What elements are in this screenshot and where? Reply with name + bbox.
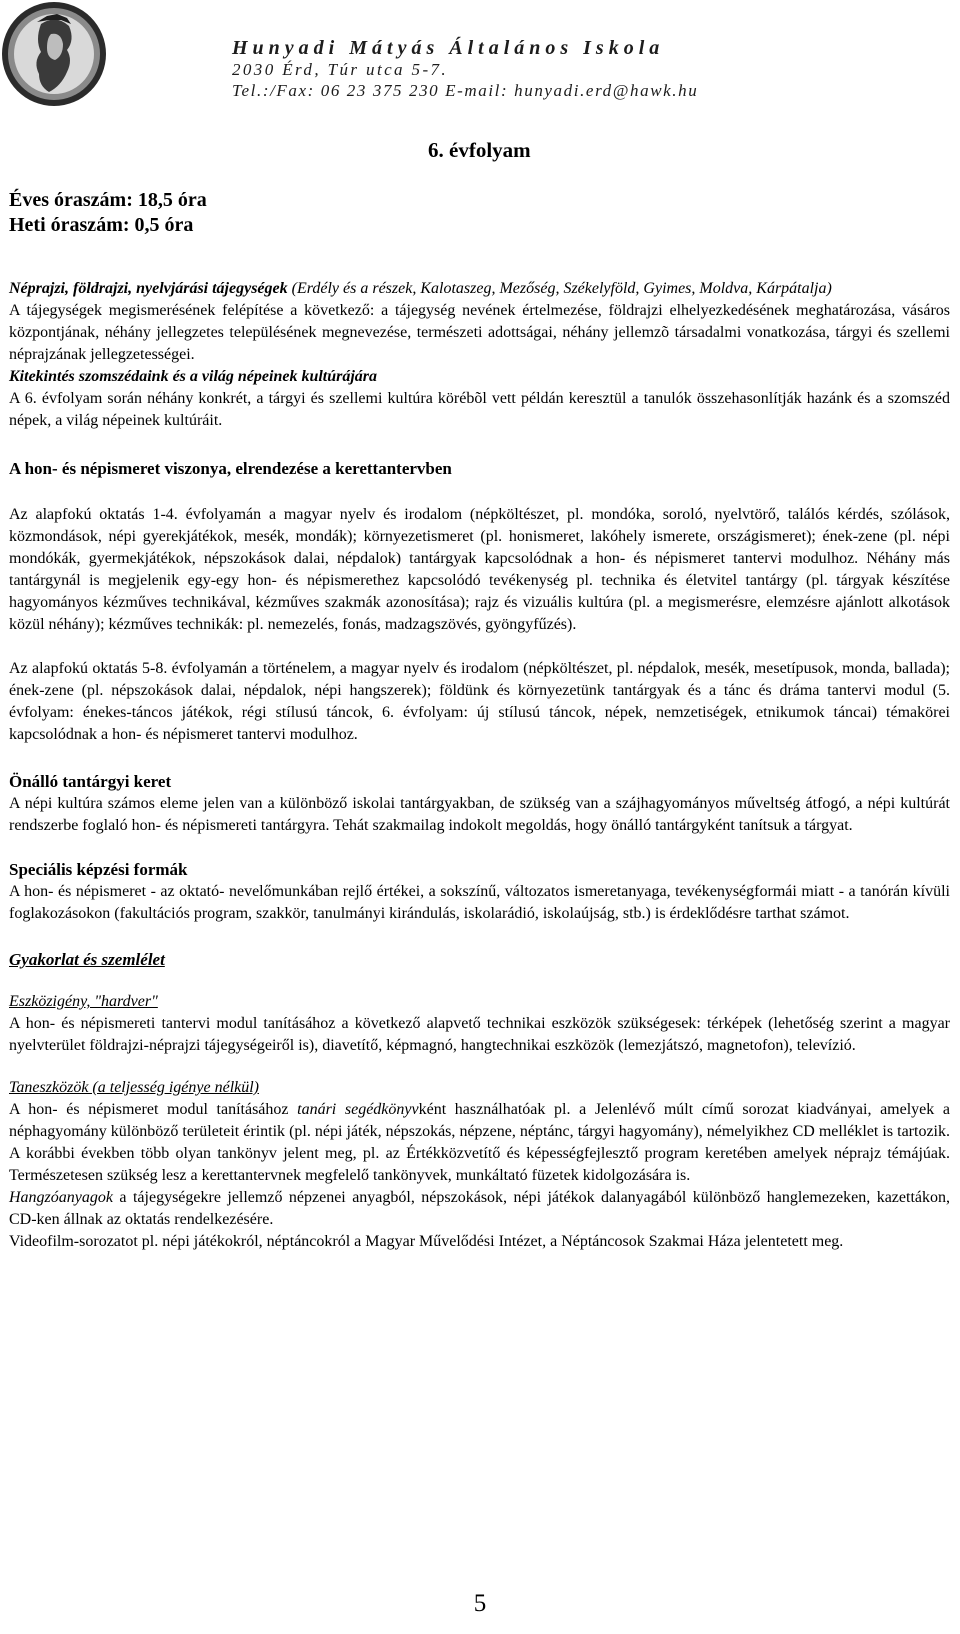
section-3-para-1: Az alapfokú oktatás 1-4. évfolyamán a magyar nyelv és irodalom (népköltészet, pl. mondóka, soroló, nyelvtörő, találós kérdés, szólások, közmondások, népi gyerekjátékok, mesék, mondák); környezetismeret (pl. honismeret, lakóhely ismerete, országismeret); ének-zene (pl. népi mondókák, gyermekjátékok, népszokások dalai, népdalok) tantárgyak kapcsolódnak a hon- és népismeret tantervi modulhoz. Néhány más tantárgynál is megjelenik egy-egy hon- és népismerethez kapcsolódó tevékenység pl. technika és életvitel tantárgy (pl. tárgyak készítése hagyományos kézműves technikával, kézműves szakmák azonosítása); rajz és vizuális kultúra (pl. a megismerésre, elemzésre ajánlott alkotások közül néhány); kézműves technikák: pl. nemezelés, fonás, madzagszövés, gyöngyfűzés). (9, 506, 950, 633)
school-header (232, 37, 952, 101)
section-1-heading-regions: (Erdély és a részek, Kalotaszeg, Mezőség, Székelyföld, Gyimes, Moldva, Kárpátalja) (287, 280, 832, 297)
section-6-sub-1-body: A hon- és népismereti tantervi modul tanításához a következő alapvető technikai eszközök szükségesek: térképek (lehetőség szerint a magyar nyelvterület földrajzi-néprajzi tájegységeiről is), diavetítő, képmagnó, hangtechnikai eszközök (lemezjátszó, magnetofon), televízió. (9, 1015, 950, 1054)
section-5-body: A hon- és népismeret - az oktató- nevelőmunkában rejlő értékei, a sokszínű, változatos ismeretanyaga, tevékenységformái miatt - a tanórán kívüli foglakozásokon (fakultációs program, szakkör, tanulmányi kirándulás, iskolarádió, iskolaújság, stb.) is érdeklődésre tarthat számot. (9, 883, 950, 922)
section-6-heading: Gyakorlat és szemlélet (9, 950, 165, 969)
hours-block (9, 188, 207, 238)
school-name: Hunyadi Mátyás Általános Iskola (232, 37, 665, 59)
section-5-heading: Speciális képzési formák (9, 860, 188, 879)
section-4-body: A népi kultúra számos eleme jelen van a különböző iskolai tantárgyakban, de szükség van a szájhagyományos műveltség átfogó, a népi kultúrát rendszerbe foglaló hon- és népismereti tantárgyra. Tehát szakmailag indokolt megoldás, hogy önálló tantárgyként tanítsuk a tárgyat. (9, 795, 950, 834)
section-6-audio-label: Hangzóanyagok (9, 1189, 113, 1206)
section-2-heading: Kitekintés szomszédaink és a világ népeinek kultúrájára (9, 368, 378, 385)
section-4-heading: Önálló tantárgyi keret (9, 772, 172, 791)
section-6-audio-body: a tájegységekre jellemző népzenei anyagból, népszokások, népi játékok dalanyagából különböző hanglemezeken, kazettákon, CD-ken állnak az oktatás rendelkezésére. (9, 1189, 950, 1228)
seal-portrait-icon (1, 0, 108, 108)
section-3-para-2: Az alapfokú oktatás 5-8. évfolyamán a történelem, a magyar nyelv és irodalom (népköltészet, pl. népdalok, mesék, mesetípusok, monda, ballada); ének-zene (pl. népszokások dalai, népdalok, népi hangszerek); földünk és környezetünk tantárgyak és a tánc és dráma tantervi modul (5. évfolyam: énekes-táncos játékok, régi stílusú táncok, 6. évfolyam: új stílusú táncok, népek, nemzetiségek, etnikumok táncai) témakörei kapcsolódnak a hon- és népismeret tantervi modulhoz. (9, 660, 950, 743)
section-6-sub-2: Taneszközök (a teljesség igénye nélkül) (9, 1079, 260, 1096)
section-1-heading (9, 278, 950, 300)
hours-year: Éves óraszám: 18,5 óra (9, 189, 207, 211)
school-contact: Tel.:/Fax: 06 23 375 230 E-mail: hunyadi.erd@hawk.hu (232, 81, 699, 100)
document-body (9, 278, 950, 1253)
school-logo (1, 0, 108, 108)
hours-week: Heti óraszám: 0,5 óra (9, 214, 194, 236)
section-6-sub-1: Eszközigény, "hardver" (9, 993, 158, 1010)
section-6-sub-2-body (9, 1099, 950, 1187)
section-6-sub-2-italic: tanári segédkönyv (297, 1101, 419, 1118)
page-number: 5 (473, 1590, 487, 1617)
section-6-sub-2-pre: A hon- és népismeret modul tanításához (9, 1101, 298, 1118)
section-6-sub-2-post: ként használhatóak pl. a Jelenlévő múlt című sorozat kiadványai, amelyek a néphagyomány különböző területeit érintik (pl. népi játék, népszokás, népzene, néptánc, tárgyi hagyomány), némelyikhez CD melléklet is tartozik. A korábbi években több olyan tankönyv jelent meg, pl. az Értékközvetítő és képességfejlesztő program keretében amelyek néprajz témájúak. Természetesen szükség lesz a kerettantervnek megfelelő tankönyvek, munkáltató füzetek kidolgozására is. (9, 1101, 950, 1184)
section-1-heading-bold: Néprajzi, földrajzi, nyelvjárási tájegységek (9, 280, 288, 297)
section-6-audio (9, 1187, 950, 1231)
section-3-heading: A hon- és népismeret viszonya, elrendezése a kerettantervben (9, 459, 452, 478)
section-6-video: Videofilm-sorozatot pl. népi játékokról, néptáncokról a Magyar Művelődési Intézet, a Néptáncosok Szakmai Háza jelentetett meg. (9, 1233, 844, 1250)
school-address: 2030 Érd, Túr utca 5-7. (232, 60, 449, 79)
section-1-body: A tájegységek megismerésének felépítése a következő: a tájegység nevének értelmezése, földrajzi elhelyezkedésének meghatározása, vásáros központjának, néhány jellegzetes településének megnevezése, természeti adottságai, néhány jellemzõ társadalmi vonatkozása, tárgyi és szellemi néprajzának jellegzetességei. (9, 302, 950, 363)
grade-title: 6. évfolyam (428, 138, 531, 162)
section-2-body: A 6. évfolyam során néhány konkrét, a tárgyi és szellemi kultúra körébõl vett példán keresztül a tanulók összehasonlítják hazánk és a szomszéd népek, a világ népeinek kultúráit. (9, 390, 950, 429)
